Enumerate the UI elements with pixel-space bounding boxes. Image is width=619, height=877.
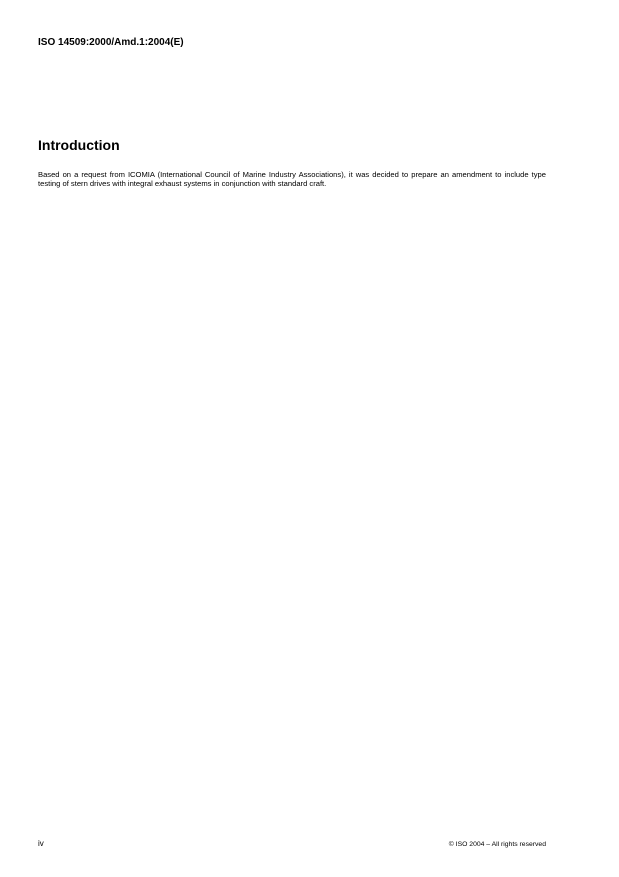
copyright-notice: © ISO 2004 – All rights reserved xyxy=(448,841,546,848)
document-header: ISO 14509:2000/Amd.1:2004(E) xyxy=(38,37,184,48)
page-number: iv xyxy=(38,839,44,848)
introduction-paragraph: Based on a request from ICOMIA (International Council of Marine Industry Associations), it was decided to prepare an amendment to include type testing of stern drives with integral exhaust systems in conjunction with standard craft. xyxy=(38,170,546,188)
section-heading: Introduction xyxy=(38,137,120,153)
